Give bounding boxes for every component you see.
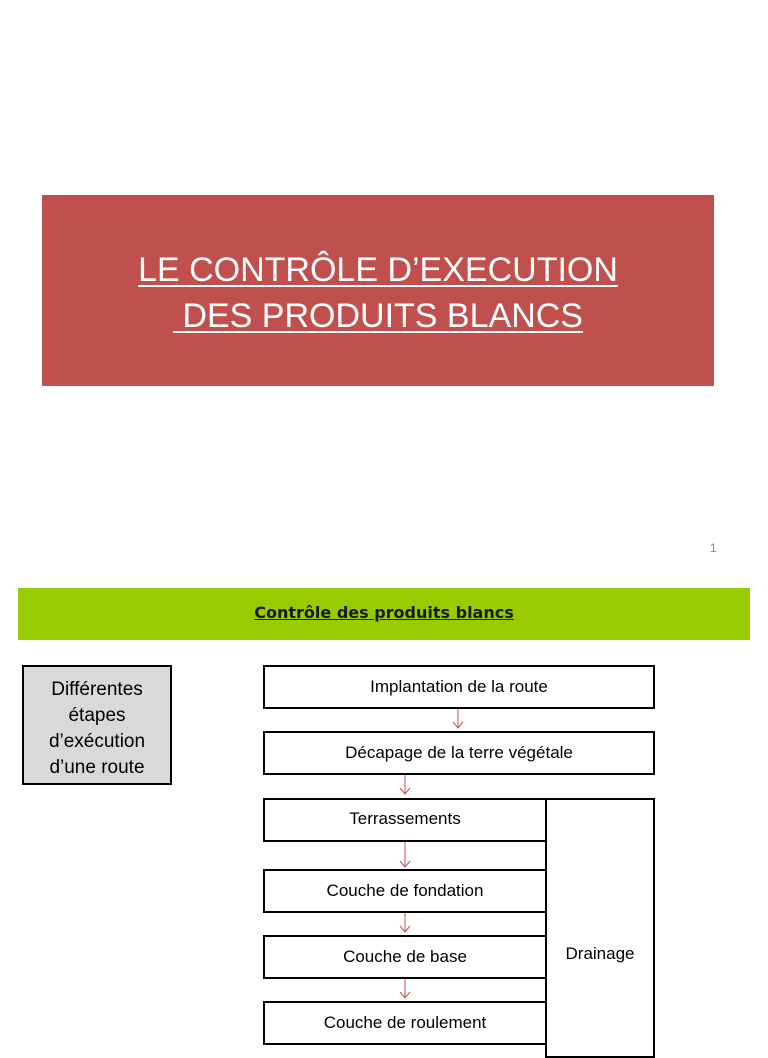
step-label: Implantation de la route xyxy=(370,677,548,696)
title-line-1: LE CONTRÔLE D’EXECUTION xyxy=(138,251,618,289)
page-number: 1 xyxy=(710,541,717,555)
side-line: Différentes xyxy=(51,679,143,700)
step-terrassements xyxy=(263,798,547,842)
header-bar xyxy=(18,588,750,640)
step-label: Couche de base xyxy=(343,947,467,966)
step-decapage xyxy=(263,731,655,775)
arrow-down-icon xyxy=(399,913,411,933)
step-couche-roulement xyxy=(263,1001,547,1045)
drainage-label: Drainage xyxy=(565,944,635,963)
arrow-down-icon xyxy=(452,709,464,729)
header-title: Contrôle des produits blancs xyxy=(254,603,514,622)
arrow-down-icon xyxy=(399,979,411,999)
step-couche-fondation xyxy=(263,869,547,913)
step-label: Couche de roulement xyxy=(323,1013,487,1032)
step-label: Couche de fondation xyxy=(326,881,484,900)
step-label: Terrassements xyxy=(349,809,461,828)
drainage-box xyxy=(545,798,655,1058)
side-line: d’exécution xyxy=(48,731,146,752)
step-implantation xyxy=(263,665,655,709)
step-label: Décapage de la terre végétale xyxy=(345,743,573,762)
step-couche-base xyxy=(263,935,547,979)
side-label-box xyxy=(22,665,172,785)
arrow-down-icon xyxy=(399,775,411,795)
title-line-2: DES PRODUITS BLANCS xyxy=(173,297,583,335)
slide-title-text xyxy=(42,247,714,339)
arrow-down-icon xyxy=(399,842,411,868)
slide-flowchart xyxy=(0,576,768,1032)
side-line: étapes xyxy=(68,705,126,726)
title-banner xyxy=(42,195,714,386)
side-line: d’une route xyxy=(49,757,145,778)
